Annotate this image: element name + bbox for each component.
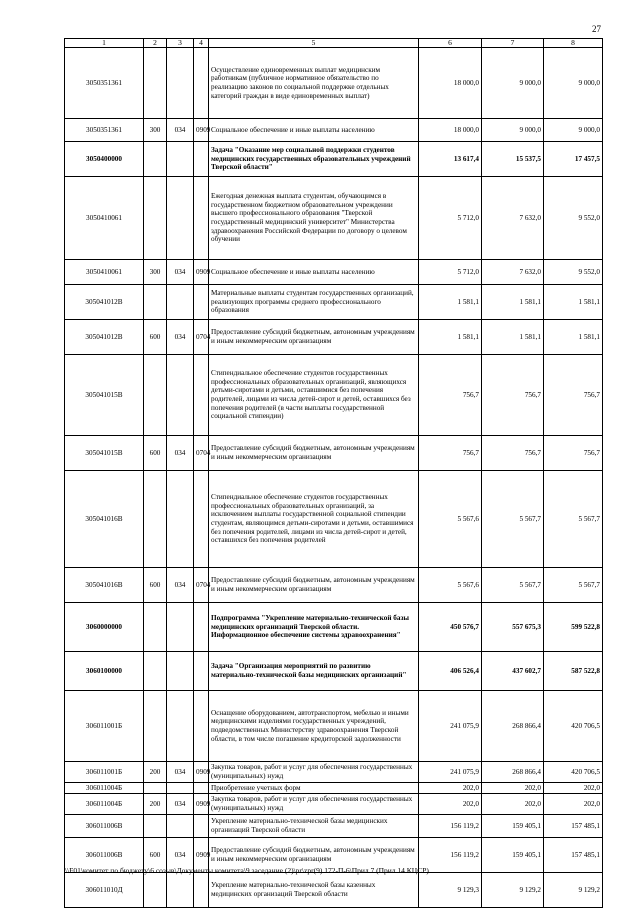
ministry-code-cell — [167, 471, 194, 568]
expense-type-cell — [144, 471, 167, 568]
amount-col6-cell: 406 526,4 — [419, 652, 482, 691]
section-code-cell — [194, 873, 209, 908]
amount-col7-cell: 1 581,1 — [482, 320, 544, 355]
amount-col8-cell: 9 552,0 — [544, 260, 603, 285]
amount-col7-cell: 557 675,3 — [482, 603, 544, 652]
page-number: 27 — [592, 24, 601, 34]
ministry-code-cell: 034 — [167, 260, 194, 285]
ministry-code-cell: 034 — [167, 119, 194, 142]
item-name-cell: Укрепление материально-технической базы медицинских организаций Тверской области — [209, 815, 419, 838]
ministry-code-cell: 034 — [167, 436, 194, 471]
code-cell: 305041015В — [65, 355, 144, 436]
amount-col6-cell: 9 129,3 — [419, 873, 482, 908]
table-row — [65, 119, 603, 142]
amount-col7-cell: 268 866,4 — [482, 762, 544, 783]
code-cell: 306011004Б — [65, 783, 144, 794]
ministry-code-cell — [167, 48, 194, 119]
amount-col7-cell: 202,0 — [482, 794, 544, 815]
item-name-cell: Предоставление субсидий бюджетным, автономным учреждениям и иным некоммерческим организациям — [209, 568, 419, 603]
code-cell: 305041016В — [65, 471, 144, 568]
amount-col7-cell: 9 129,2 — [482, 873, 544, 908]
table-row — [65, 260, 603, 285]
code-cell: 305041015В — [65, 436, 144, 471]
section-code-cell — [194, 471, 209, 568]
ministry-code-cell: 034 — [167, 838, 194, 873]
section-code-cell — [194, 603, 209, 652]
section-code-cell: 0704 — [194, 436, 209, 471]
code-cell: 306011010Д — [65, 873, 144, 908]
budget-table — [64, 38, 603, 908]
ministry-code-cell — [167, 652, 194, 691]
item-name-cell: Социальное обеспечение и иные выплаты населению — [209, 119, 419, 142]
table-row — [65, 691, 603, 762]
amount-col6-cell: 1 581,1 — [419, 320, 482, 355]
item-name-cell: Осуществление единовременных выплат медицинским работникам (публичное нормативное обязательство по реализацию законов по социальной поддержке отдельных категорий граждан в виде единовременных выплат) — [209, 48, 419, 119]
amount-col8-cell: 420 706,5 — [544, 691, 603, 762]
ministry-code-cell — [167, 285, 194, 320]
amount-col6-cell: 1 581,1 — [419, 285, 482, 320]
ministry-code-cell — [167, 783, 194, 794]
amount-col7-cell: 9 000,0 — [482, 119, 544, 142]
expense-type-cell: 300 — [144, 260, 167, 285]
ministry-code-cell — [167, 603, 194, 652]
amount-col6-cell: 5 567,6 — [419, 471, 482, 568]
ministry-code-cell — [167, 873, 194, 908]
section-code-cell — [194, 177, 209, 260]
amount-col6-cell: 756,7 — [419, 355, 482, 436]
item-name-cell: Социальное обеспечение и иные выплаты населению — [209, 260, 419, 285]
amount-col7-cell: 7 632,0 — [482, 260, 544, 285]
code-cell: 3060000000 — [65, 603, 144, 652]
section-code-cell: 0909 — [194, 762, 209, 783]
amount-col8-cell: 599 522,8 — [544, 603, 603, 652]
amount-col6-cell: 18 000,0 — [419, 48, 482, 119]
code-cell: 3050351361 — [65, 48, 144, 119]
item-name-cell: Подпрограмма "Укрепление материально-технической базы медицинских организаций Тверской области. Информационное обеспечение системы здравоохранения" — [209, 603, 419, 652]
code-cell: 3060100000 — [65, 652, 144, 691]
amount-col8-cell: 202,0 — [544, 783, 603, 794]
section-code-cell — [194, 355, 209, 436]
table-row — [65, 652, 603, 691]
section-code-cell: 0909 — [194, 794, 209, 815]
ministry-code-cell — [167, 355, 194, 436]
amount-col7-cell: 159 405,1 — [482, 815, 544, 838]
table-row — [65, 177, 603, 260]
amount-col6-cell: 241 075,9 — [419, 691, 482, 762]
amount-col7-cell: 1 581,1 — [482, 285, 544, 320]
header-row — [65, 39, 603, 48]
code-cell: 3050410061 — [65, 260, 144, 285]
amount-col7-cell: 159 405,1 — [482, 838, 544, 873]
expense-type-cell: 600 — [144, 568, 167, 603]
section-code-cell: 0909 — [194, 260, 209, 285]
amount-col6-cell: 5 712,0 — [419, 260, 482, 285]
header-cell: 8 — [544, 39, 603, 48]
amount-col7-cell: 268 866,4 — [482, 691, 544, 762]
header-cell: 6 — [419, 39, 482, 48]
expense-type-cell — [144, 177, 167, 260]
amount-col7-cell: 202,0 — [482, 783, 544, 794]
amount-col8-cell: 1 581,1 — [544, 320, 603, 355]
ministry-code-cell — [167, 142, 194, 177]
table-row — [65, 603, 603, 652]
table-row — [65, 48, 603, 119]
amount-col8-cell: 9 552,0 — [544, 177, 603, 260]
table-row — [65, 320, 603, 355]
ministry-code-cell — [167, 815, 194, 838]
amount-col8-cell: 1 581,1 — [544, 285, 603, 320]
table-row — [65, 142, 603, 177]
code-cell: 305041016В — [65, 568, 144, 603]
amount-col8-cell: 17 457,5 — [544, 142, 603, 177]
item-name-cell: Закупка товаров, работ и услуг для обеспечения государственных (муниципальных) нужд — [209, 794, 419, 815]
amount-col8-cell: 5 567,7 — [544, 471, 603, 568]
table-row — [65, 873, 603, 908]
section-code-cell — [194, 691, 209, 762]
header-cell: 2 — [144, 39, 167, 48]
amount-col7-cell: 756,7 — [482, 355, 544, 436]
section-code-cell: 0909 — [194, 119, 209, 142]
amount-col7-cell: 7 632,0 — [482, 177, 544, 260]
expense-type-cell — [144, 873, 167, 908]
amount-col8-cell: 420 706,5 — [544, 762, 603, 783]
amount-col8-cell: 157 485,1 — [544, 815, 603, 838]
amount-col8-cell: 5 567,7 — [544, 568, 603, 603]
section-code-cell — [194, 48, 209, 119]
expense-type-cell — [144, 285, 167, 320]
amount-col6-cell: 241 075,9 — [419, 762, 482, 783]
header-cell: 7 — [482, 39, 544, 48]
budget-table-body — [65, 39, 603, 908]
amount-col6-cell: 156 119,2 — [419, 838, 482, 873]
amount-col6-cell: 450 576,7 — [419, 603, 482, 652]
item-name-cell: Закупка товаров, работ и услуг для обеспечения государственных (муниципальных) нужд — [209, 762, 419, 783]
item-name-cell: Ежегодная денежная выплата студентам, обучающимся в государственном бюджетном образовательном учреждении высшего профессионального образования "Тверской государственный медицинский университет" Министерства здравоохранения Российской Федерации по договору о целевом обучении — [209, 177, 419, 260]
code-cell: 306011006В — [65, 815, 144, 838]
item-name-cell: Предоставление субсидий бюджетным, автономным учреждениям и иным некоммерческим организациям — [209, 320, 419, 355]
table-row — [65, 285, 603, 320]
amount-col6-cell: 18 000,0 — [419, 119, 482, 142]
section-code-cell: 0704 — [194, 320, 209, 355]
amount-col6-cell: 156 119,2 — [419, 815, 482, 838]
ministry-code-cell: 034 — [167, 320, 194, 355]
expense-type-cell — [144, 815, 167, 838]
code-cell: 3050410061 — [65, 177, 144, 260]
header-cell: 5 — [209, 39, 419, 48]
amount-col8-cell: 756,7 — [544, 355, 603, 436]
code-cell: 306011001Б — [65, 762, 144, 783]
amount-col7-cell: 9 000,0 — [482, 48, 544, 119]
amount-col8-cell: 756,7 — [544, 436, 603, 471]
expense-type-cell — [144, 691, 167, 762]
section-code-cell — [194, 142, 209, 177]
code-cell: 306011004Б — [65, 794, 144, 815]
item-name-cell: Предоставление субсидий бюджетным, автономным учреждениям и иным некоммерческим организациям — [209, 838, 419, 873]
amount-col8-cell: 587 522,8 — [544, 652, 603, 691]
table-row — [65, 794, 603, 815]
table-row — [65, 568, 603, 603]
header-cell: 3 — [167, 39, 194, 48]
amount-col8-cell: 9 000,0 — [544, 48, 603, 119]
expense-type-cell: 200 — [144, 762, 167, 783]
code-cell: 306011006В — [65, 838, 144, 873]
amount-col7-cell: 756,7 — [482, 436, 544, 471]
amount-col6-cell: 13 617,4 — [419, 142, 482, 177]
section-code-cell — [194, 652, 209, 691]
code-cell: 3050351361 — [65, 119, 144, 142]
item-name-cell: Задача "Организация мероприятий по развитию материально-технической базы медицинских организаций" — [209, 652, 419, 691]
table-row — [65, 355, 603, 436]
section-code-cell: 0909 — [194, 838, 209, 873]
item-name-cell: Предоставление субсидий бюджетным, автономным учреждениям и иным некоммерческим организациям — [209, 436, 419, 471]
section-code-cell — [194, 285, 209, 320]
section-code-cell — [194, 783, 209, 794]
header-cell: 1 — [65, 39, 144, 48]
amount-col6-cell: 5 712,0 — [419, 177, 482, 260]
ministry-code-cell: 034 — [167, 568, 194, 603]
item-name-cell: Стипендиальное обеспечение студентов государственных профессиональных образовательных организаций, являющихся детьми-сиротами и детьми, оставшимися без попечения родителей, лицами из числа детей-сирот и детей, оставшихся без попечения родителей (в части выплаты государственной социальной стипендии) — [209, 355, 419, 436]
section-code-cell: 0704 — [194, 568, 209, 603]
amount-col6-cell: 5 567,6 — [419, 568, 482, 603]
amount-col8-cell: 157 485,1 — [544, 838, 603, 873]
amount-col7-cell: 5 567,7 — [482, 568, 544, 603]
item-name-cell: Приобретение учетных форм — [209, 783, 419, 794]
amount-col7-cell: 5 567,7 — [482, 471, 544, 568]
table-row — [65, 762, 603, 783]
item-name-cell: Стипендиальное обеспечение студентов государственных профессиональных образовательных организаций, за исключением выплаты государственной социальной стипендии студентам, являющимся детьми-сиротами и детьми, оставшимися без попечения родителей, лицами из числа детей-сирот и детей, оставшихся без попечения родителей — [209, 471, 419, 568]
expense-type-cell — [144, 783, 167, 794]
expense-type-cell: 300 — [144, 119, 167, 142]
section-code-cell — [194, 815, 209, 838]
expense-type-cell — [144, 355, 167, 436]
expense-type-cell — [144, 142, 167, 177]
expense-type-cell — [144, 48, 167, 119]
item-name-cell: Задача "Оказание мер социальной поддержки студентов медицинских государственных образовательных учреждений Тверской области" — [209, 142, 419, 177]
expense-type-cell — [144, 603, 167, 652]
expense-type-cell: 600 — [144, 436, 167, 471]
item-name-cell: Оснащение оборудованием, автотранспортом, мебелью и иными медицинскими изделиями государственных учреждений, подведомственных Министерству здравоохранения Тверской области, в том числе погашение кредиторской задолженности — [209, 691, 419, 762]
code-cell: 305041012В — [65, 285, 144, 320]
amount-col6-cell: 756,7 — [419, 436, 482, 471]
table-row — [65, 815, 603, 838]
code-cell: 3050400000 — [65, 142, 144, 177]
item-name-cell: Укрепление материально-технической базы казенных медицинских организаций Тверской области — [209, 873, 419, 908]
ministry-code-cell — [167, 177, 194, 260]
amount-col7-cell: 15 537,5 — [482, 142, 544, 177]
item-name-cell: Материальные выплаты студентам государственных организаций, реализующих программы среднего профессионального образования — [209, 285, 419, 320]
amount-col6-cell: 202,0 — [419, 783, 482, 794]
ministry-code-cell: 034 — [167, 794, 194, 815]
code-cell: 305041012В — [65, 320, 144, 355]
ministry-code-cell — [167, 691, 194, 762]
amount-col8-cell: 9 000,0 — [544, 119, 603, 142]
amount-col7-cell: 437 602,7 — [482, 652, 544, 691]
expense-type-cell: 600 — [144, 320, 167, 355]
amount-col8-cell: 9 129,2 — [544, 873, 603, 908]
table-row — [65, 783, 603, 794]
expense-type-cell: 600 — [144, 838, 167, 873]
amount-col6-cell: 202,0 — [419, 794, 482, 815]
expense-type-cell: 200 — [144, 794, 167, 815]
code-cell: 306011001Б — [65, 691, 144, 762]
ministry-code-cell: 034 — [167, 762, 194, 783]
expense-type-cell — [144, 652, 167, 691]
footer-file-path: \\F01\комитет по бюджету\6 созыв\Документы комитета\9 заседание (2)\pr\zpr(9) 172-П-6\Прил 7 (Прил 14 КЦСР) — [65, 866, 429, 875]
table-row — [65, 471, 603, 568]
header-cell: 4 — [194, 39, 209, 48]
table-row — [65, 436, 603, 471]
amount-col8-cell: 202,0 — [544, 794, 603, 815]
